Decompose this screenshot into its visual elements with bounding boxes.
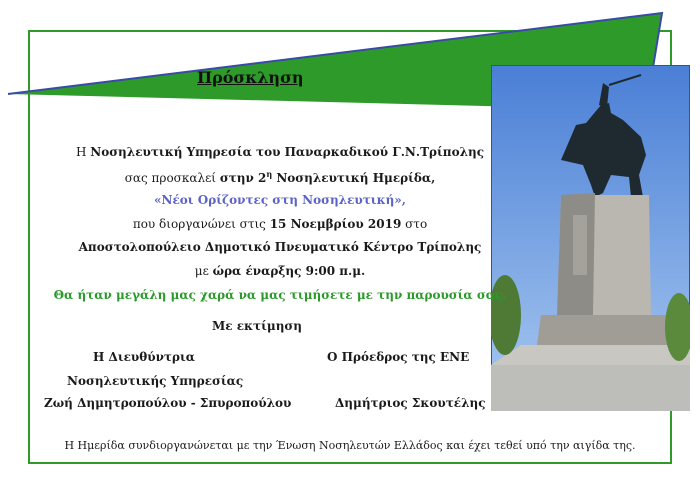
- invite-line: [0, 169, 560, 185]
- date-line: [0, 217, 560, 231]
- intro-line: [0, 145, 560, 159]
- venue-line: Αποστολοπούλειο Δημοτικό Πνευματικό Κέντρο Τρίπολης: [78, 240, 482, 254]
- date-prefix: που διοργανώνει στις: [132, 217, 270, 231]
- event-time: ώρα έναρξης 9:00 π.μ.: [212, 264, 366, 278]
- regards: Με εκτίμηση: [212, 319, 303, 333]
- welcome-line: Θα ήταν μεγάλη μας χαρά να μας τιμήσετε με την παρουσία σας.: [53, 288, 507, 302]
- event-theme: «Νέοι Ορίζοντες στη Νοσηλευτική»,: [154, 193, 406, 207]
- left-signatory-name: Ζωή Δημητροπούλου - Σπυροπούλου: [44, 396, 292, 410]
- footer-note: Η Ημερίδα συνδιοργανώνεται με την Ένωση Νοσηλευτών Ελλάδος και έχει τεθεί υπό την αιγίδα της.: [64, 439, 636, 452]
- organizer-name: Νοσηλευτική Υπηρεσία του Παναρκαδικού Γ.Ν.Τρίπολης: [90, 145, 485, 159]
- intro-prefix: Η: [75, 145, 91, 159]
- invite-prefix: σας προσκαλεί: [124, 171, 220, 185]
- event-date: 15 Νοεμβρίου 2019: [269, 217, 402, 231]
- time-prefix: με: [194, 264, 213, 278]
- time-line: [0, 264, 560, 278]
- left-signatory-dept: Νοσηλευτικής Υπηρεσίας: [67, 374, 244, 388]
- left-signatory-title: Η Διευθύντρια: [93, 350, 196, 364]
- event-name-a: στην 2: [219, 171, 267, 185]
- date-suffix: στο: [401, 217, 428, 231]
- theme-line: [0, 193, 560, 207]
- right-signatory-name: Δημήτριος Σκουτέλης: [335, 396, 486, 410]
- statue-photo: [491, 65, 690, 411]
- page-title: Πρόσκληση: [197, 68, 304, 87]
- event-name-b: Νοσηλευτική Ημερίδα,: [272, 171, 436, 185]
- right-signatory-title: Ο Πρόεδρος της ΕΝΕ: [327, 350, 470, 364]
- event-sup: η: [266, 169, 273, 179]
